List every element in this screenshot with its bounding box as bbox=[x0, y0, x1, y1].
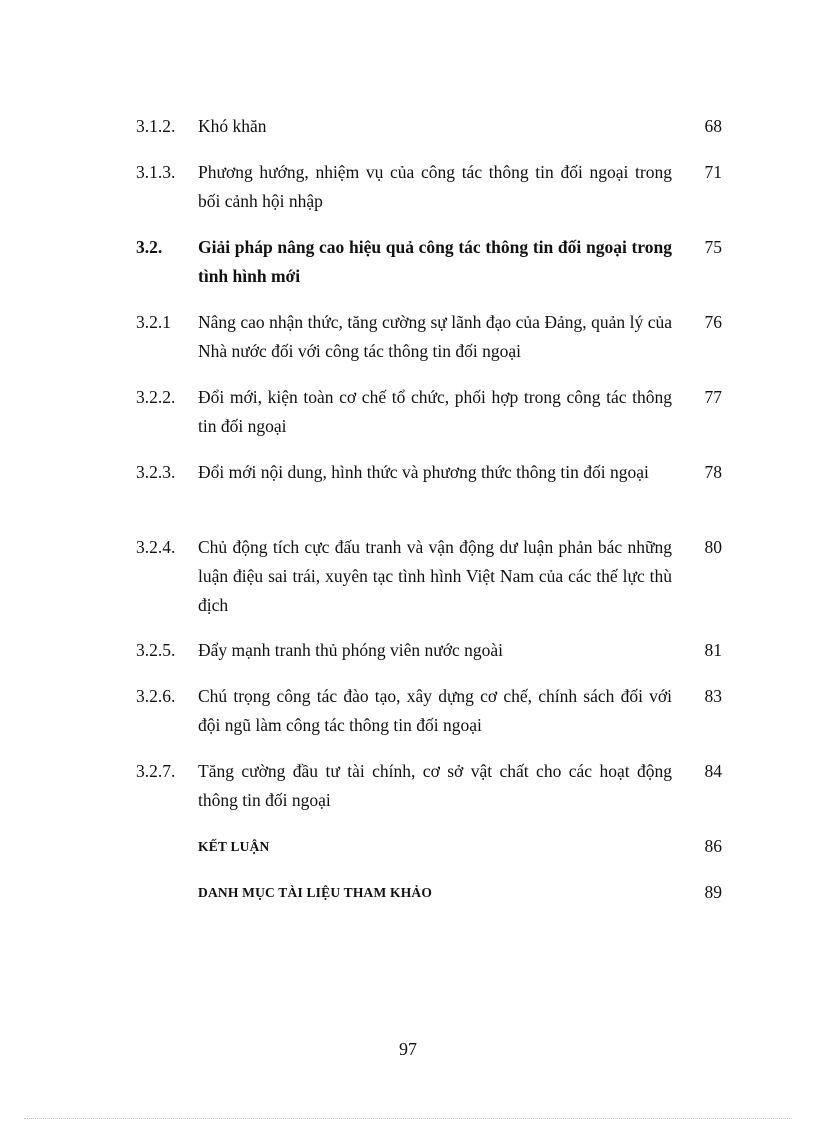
toc-entry-title: Chú trọng công tác đào tạo, xây dựng cơ chế, chính sách đối với đội ngũ làm công tác thông tin đối ngoại bbox=[198, 686, 672, 735]
toc-entry-page: 71 bbox=[704, 162, 722, 182]
toc-entry-page: 83 bbox=[704, 686, 722, 706]
toc-entry-page: 89 bbox=[704, 882, 722, 902]
toc-entry-title: Đẩy mạnh tranh thủ phóng viên nước ngoài bbox=[198, 640, 503, 660]
toc-entry-title: Tăng cường đầu tư tài chính, cơ sở vật chất cho các hoạt động thông tin đối ngoại bbox=[198, 761, 672, 810]
toc-entry bbox=[136, 533, 722, 620]
toc-entry-title: Đổi mới nội dung, hình thức và phương thức thông tin đối ngoại bbox=[198, 462, 649, 482]
toc-entry bbox=[136, 636, 722, 665]
toc-entry-page: 78 bbox=[704, 462, 722, 482]
toc-entry-page: 81 bbox=[704, 640, 722, 660]
toc-section-entry bbox=[136, 233, 722, 291]
toc-entry-number: 3.2.2. bbox=[136, 387, 176, 407]
toc-entry-number: 3.2.1 bbox=[136, 312, 171, 332]
toc-entry-number: 3.2. bbox=[136, 237, 163, 257]
toc-entry-title: Chủ động tích cực đấu tranh và vận động dư luận phản bác những luận điệu sai trái, xuyên tạc tình hình Việt Nam của các thế lực thù địch bbox=[198, 537, 672, 615]
toc-entry-title: DANH MỤC TÀI LIỆU THAM KHẢO bbox=[198, 885, 433, 900]
toc-entry bbox=[136, 112, 722, 141]
toc-entry bbox=[136, 757, 722, 815]
toc-entry-number: 3.2.6. bbox=[136, 686, 176, 706]
toc-entry bbox=[136, 458, 722, 487]
toc-entry-page: 84 bbox=[704, 761, 722, 781]
toc-entry-page: 76 bbox=[704, 312, 722, 332]
toc-entry-page: 80 bbox=[704, 537, 722, 557]
toc-entry-title: Nâng cao nhận thức, tăng cường sự lãnh đạo của Đảng, quản lý của Nhà nước đối với công tác thông tin đối ngoại bbox=[198, 312, 672, 361]
page-number: 97 bbox=[399, 1039, 417, 1059]
toc-entry-page: 86 bbox=[704, 836, 722, 856]
toc-entry-page: 68 bbox=[704, 116, 722, 136]
toc-entry-page: 75 bbox=[704, 237, 722, 257]
toc-entry-number: 3.1.3. bbox=[136, 162, 176, 182]
toc-entry bbox=[136, 158, 722, 216]
toc-references-entry bbox=[136, 878, 722, 907]
page-bottom-divider bbox=[24, 1118, 792, 1119]
toc-entry-number: 3.2.7. bbox=[136, 761, 176, 781]
toc-entry-number: 3.1.2. bbox=[136, 116, 176, 136]
toc-entry-number: 3.2.5. bbox=[136, 640, 176, 660]
toc-entry-title: KẾT LUẬN bbox=[198, 839, 270, 854]
toc-entry-page: 77 bbox=[704, 387, 722, 407]
toc-entry bbox=[136, 682, 722, 740]
toc-entry-number: 3.2.3. bbox=[136, 462, 176, 482]
toc-conclusion-entry bbox=[136, 832, 722, 861]
toc-entry bbox=[136, 308, 722, 366]
toc-entry bbox=[136, 383, 722, 441]
toc-entry-title: Khó khăn bbox=[198, 116, 267, 136]
toc-entry-title: Phương hướng, nhiệm vụ của công tác thông tin đối ngoại trong bối cảnh hội nhập bbox=[198, 162, 672, 211]
toc-entry-title: Giải pháp nâng cao hiệu quả công tác thông tin đối ngoại trong tình hình mới bbox=[198, 237, 672, 286]
toc-entry-number: 3.2.4. bbox=[136, 537, 176, 557]
toc-entry-title: Đổi mới, kiện toàn cơ chế tổ chức, phối hợp trong công tác thông tin đối ngoại bbox=[198, 387, 672, 436]
